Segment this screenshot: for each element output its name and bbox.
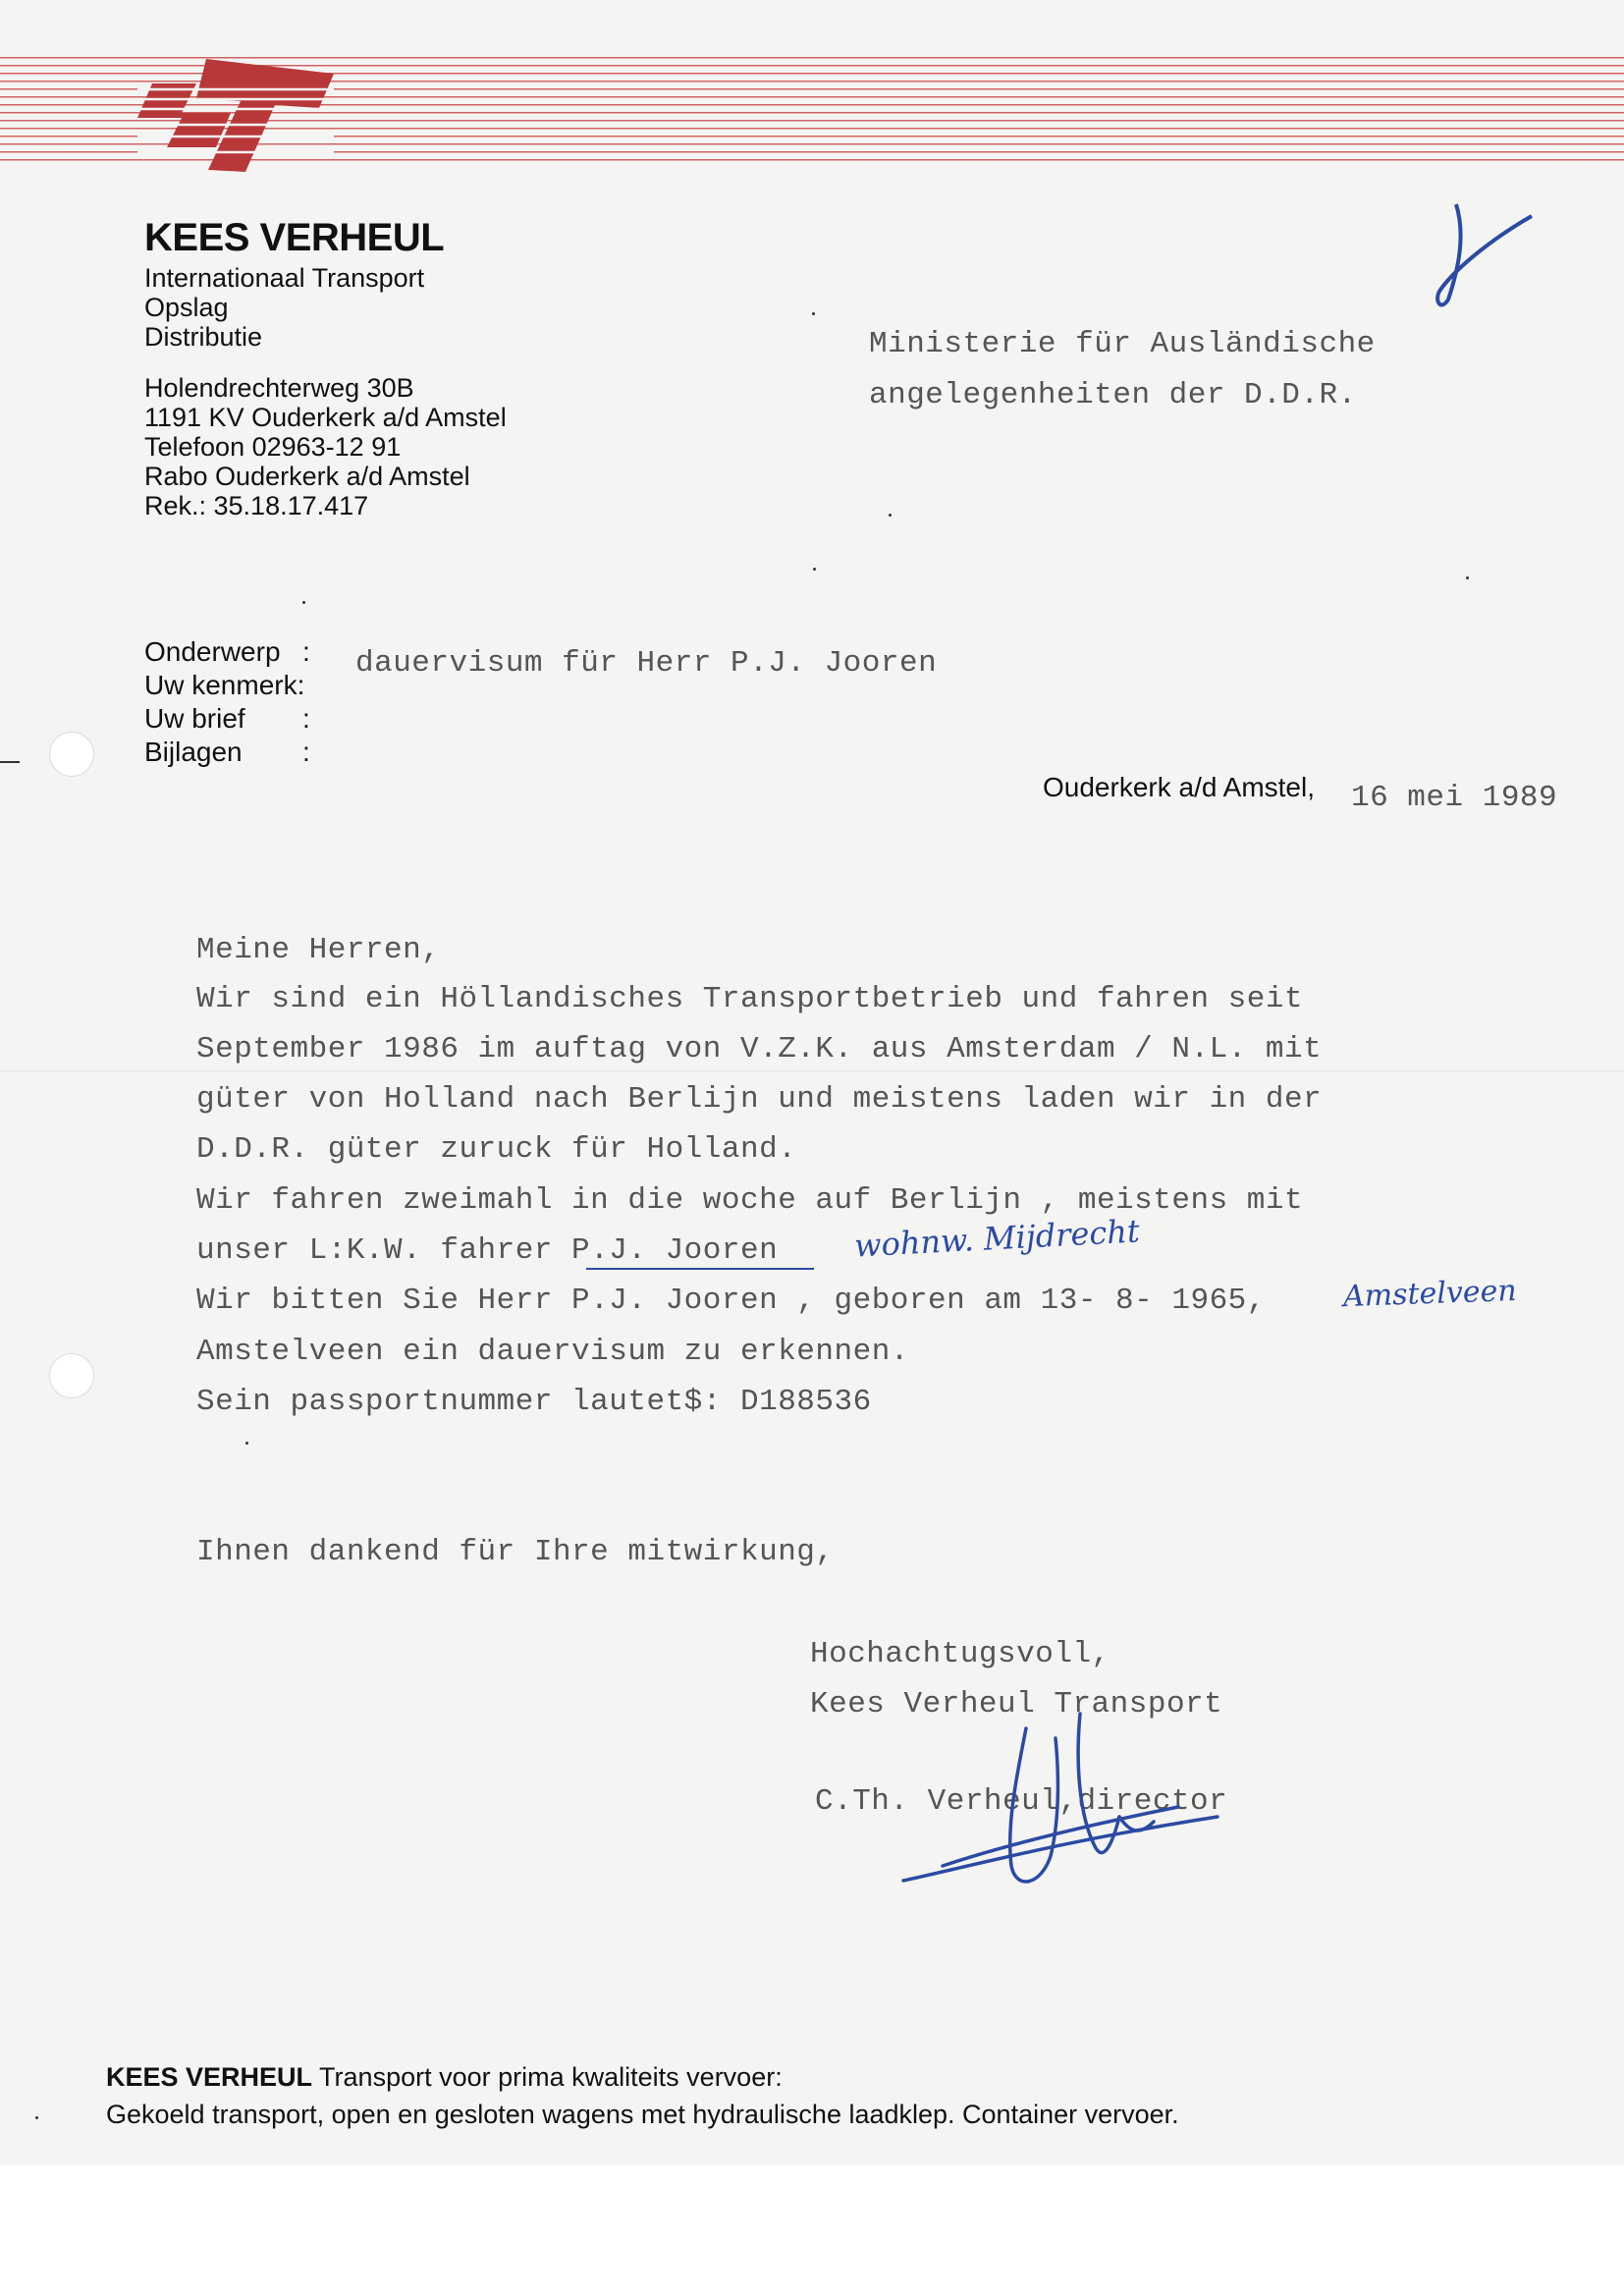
underline-driver-name [586,1268,814,1270]
colon-attachments: : [302,737,310,767]
label-reference: Uw kenmerk: [144,670,305,700]
label-your-letter: Uw brief [144,703,245,734]
handwritten-signature [884,1709,1237,1905]
sender-bank: Rabo Ouderkerk a/d Amstel [144,462,470,491]
sender-line-3: Distributie [144,322,263,352]
footer-tagline: Transport voor prima kwaliteits vervoer: [312,2062,783,2092]
salutation: Meine Herren, [196,933,441,967]
paper-fold [0,1070,1624,1072]
body-line-6: unser L:K.W. fahrer P.J. Jooren [196,1233,779,1268]
colon-your-letter: : [302,703,310,734]
paper-speck [302,601,305,604]
sender-name: KEES VERHEUL [144,216,445,259]
dateline-date: 16 mei 1989 [1351,781,1558,815]
body-line-7: Wir bitten Sie Herr P.J. Jooren , geboren am 13- 8- 1965, [196,1284,1266,1318]
paper-speck [889,514,892,517]
label-subject: Onderwerp [144,636,281,667]
sender-city: 1191 KV Ouderkerk a/d Amstel [144,403,507,432]
body-line-8: Amstelveen ein dauervisum zu erkennen. [196,1335,909,1369]
footer-brand: KEES VERHEUL [106,2062,313,2092]
sender-line-1: Internationaal Transport [144,263,425,293]
paper-speck [813,568,816,571]
corner-mark [1429,184,1546,314]
body-line-4: D.D.R. güter zuruck für Holland. [196,1132,797,1167]
signoff-greeting: Hochachtugsvoll, [810,1637,1110,1671]
punch-hole-lower [49,1353,94,1398]
svg-text:8: 8 [1429,184,1436,200]
label-attachments: Bijlagen [144,737,243,767]
body-line-5: Wir fahren zweimahl in die woche auf Berlijn , meistens mit [196,1183,1304,1218]
dateline-place: Ouderkerk a/d Amstel, [1043,772,1316,802]
signoff-company: Kees Verheul Transport [810,1687,1223,1722]
body-line-2: September 1986 im auftag von V.Z.K. aus Amsterdam / N.L. mit [196,1032,1323,1066]
subject-text: dauervisum für Herr P.J. Jooren [355,646,938,681]
signoff-signatory: C.Th. Verheul,director [815,1784,1228,1819]
recipient-line-1: Ministerie für Ausländische [869,327,1376,361]
body-line-1: Wir sind ein Höllandisches Transportbetrieb und fahren seit [196,982,1304,1016]
body-line-9: Sein passportnummer lautet$: D188536 [196,1385,872,1419]
sender-account: Rek.: 35.18.17.417 [144,491,369,520]
footer-tagline-line [106,2062,783,2093]
handwritten-city-note: Amstelveen [1342,1273,1518,1315]
punch-hole-upper [49,732,94,777]
colon-subject: : [302,636,310,667]
recipient-line-2: angelegenheiten der D.D.R. [869,378,1357,412]
paper-speck [1466,576,1469,579]
paper-speck [35,2116,38,2119]
closing-thanks: Ihnen dankend für Ihre mitwirkung, [196,1535,835,1569]
footer-services: Gekoeld transport, open en gesloten wagens met hydraulische laadklep. Container vervoer. [106,2100,1179,2129]
handwritten-residence-note: wohnw. Mijdrecht [853,1212,1141,1265]
sender-street: Holendrechterweg 30B [144,373,414,403]
fold-tick-mark [0,761,20,763]
paper-speck [245,1442,248,1445]
body-line-3: güter von Holland nach Berlijn und meistens laden wir in der [196,1082,1323,1117]
company-logo [137,54,334,177]
sender-line-2: Opslag [144,293,229,322]
paper-speck [812,312,815,315]
sender-phone: Telefoon 02963-12 91 [144,432,402,462]
